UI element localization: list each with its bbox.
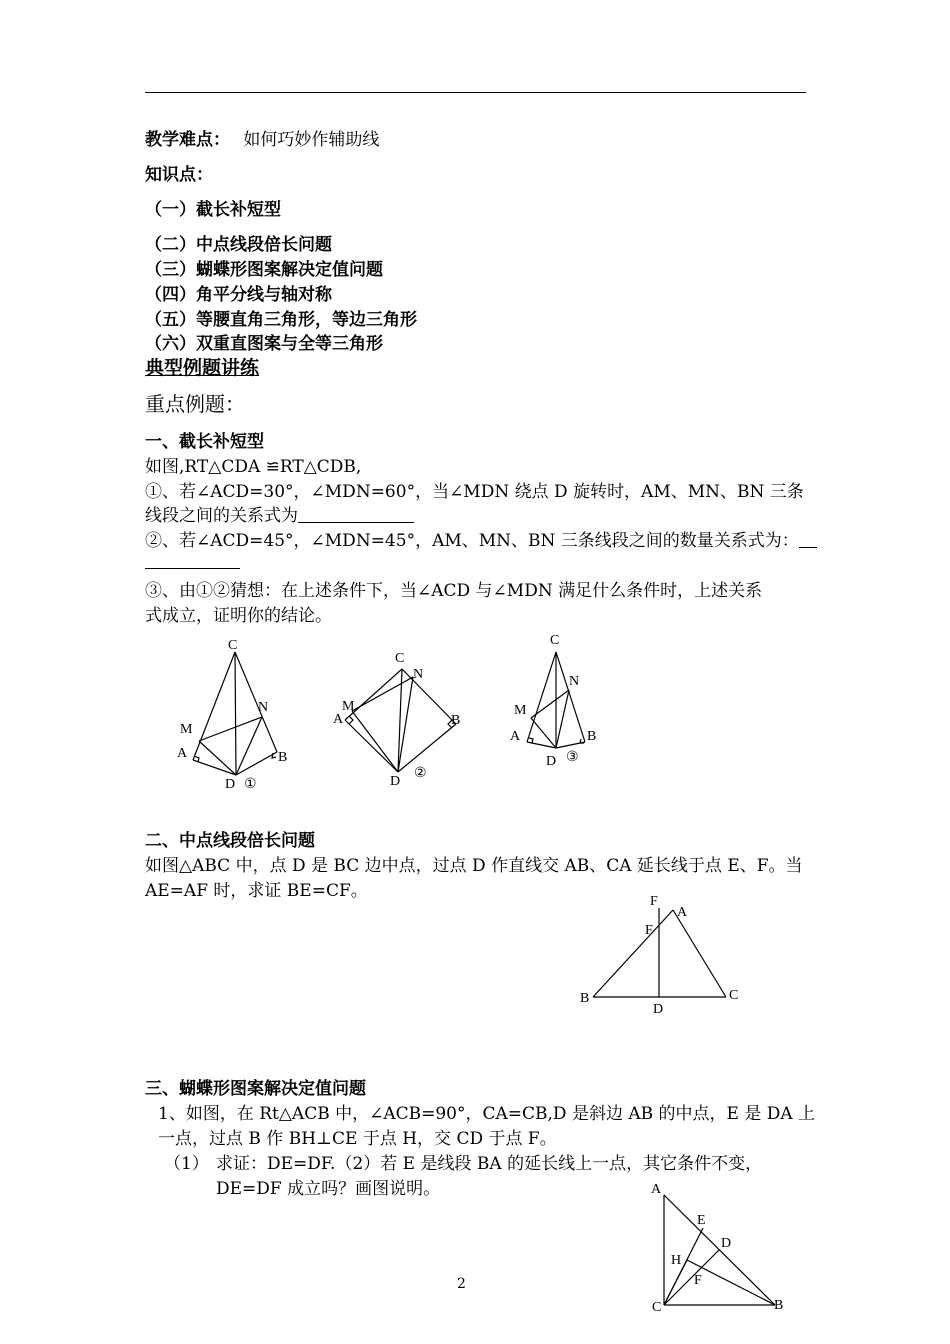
knowledge-point: （三）蝴蝶形图案解决定值问题 <box>145 260 383 280</box>
label-fig3-num: ③ <box>566 750 579 765</box>
label-fig4-A: A <box>677 905 688 920</box>
difficulty-text: 如何巧妙作辅助线 <box>243 130 380 150</box>
section3-p1-line2: 一点，过点 B 作 BH⊥CE 于点 H，交 CD 于点 F。 <box>158 1129 557 1149</box>
section2-title: 二、中点线段倍长问题 <box>145 831 315 851</box>
section1-q1-line2-text: 线段之间的关系式为 <box>145 506 298 526</box>
label-fig1-A: A <box>177 746 188 761</box>
section1-q2-line1 <box>145 526 817 551</box>
label-fig3-D: D <box>546 754 557 769</box>
examples-heading: 典型例题讲练 <box>145 357 260 379</box>
knowledge-point: （一）截长补短型 <box>145 200 281 220</box>
label-fig4-D: D <box>653 1002 664 1017</box>
figure-2 <box>345 669 456 772</box>
label-fig5-E: E <box>697 1213 706 1228</box>
label-fig4-C: C <box>729 988 739 1003</box>
label-fig3-C: C <box>550 633 560 648</box>
label-fig2-N: N <box>413 667 424 682</box>
knowledge-point: （六）双重直图案与全等三角形 <box>145 334 383 354</box>
section1-q1-line2 <box>145 501 414 526</box>
label-fig5-B: B <box>774 1298 784 1313</box>
label-fig1-M: M <box>180 722 193 737</box>
answer-blank[interactable] <box>799 531 817 548</box>
section3-p2-line2: DE=DF 成立吗？画图说明。 <box>216 1179 441 1199</box>
section1-q3-line1: ③、由①②猜想：在上述条件下，当∠ACD 与∠MDN 满足什么条件时，上述关系 <box>145 581 763 601</box>
label-fig5-D: D <box>721 1236 732 1251</box>
header-rule <box>145 92 806 93</box>
label-fig3-A: A <box>510 729 521 744</box>
section3-p2-num: （1） <box>164 1154 209 1174</box>
label-fig2-A: A <box>333 712 344 727</box>
label-fig2-M: M <box>342 699 355 714</box>
section2-line1: 如图△ABC 中，点 D 是 BC 边中点，过点 D 作直线交 AB、CA 延长线于点 E、F。当 <box>145 856 803 876</box>
section3-figure <box>645 1175 790 1320</box>
label-fig5-H: H <box>671 1253 682 1268</box>
label-fig4-B: B <box>580 991 590 1006</box>
label-fig5-F: F <box>694 1273 702 1288</box>
label-fig3-M: M <box>514 703 527 718</box>
label-fig4-F-top: F <box>650 894 658 909</box>
section1-q2-text: ②、若∠ACD=45°，∠MDN=45°，AM、MN、BN 三条线段之间的数量关系式为： <box>145 531 799 551</box>
label-fig1-N: N <box>258 700 269 715</box>
label-fig1-C: C <box>228 638 238 653</box>
label-fig5-A: A <box>651 1182 662 1197</box>
label-fig3-N: N <box>569 674 580 689</box>
page-number: 2 <box>457 1276 466 1292</box>
difficulty-label: 教学难点： <box>145 130 230 150</box>
difficulty-line <box>145 125 379 150</box>
section1-q1-line1: ①、若∠ACD=30°，∠MDN=60°，当∠MDN 绕点 D 旋转时，AM、MN、BN 三条 <box>145 482 804 502</box>
section2-figure <box>575 888 750 1018</box>
label-fig2-B: B <box>451 713 461 728</box>
knowledge-point: （五）等腰直角三角形，等边三角形 <box>145 310 417 330</box>
label-fig2-D: D <box>390 774 401 789</box>
label-fig1-B: B <box>278 750 288 765</box>
label-fig5-C: C <box>652 1300 662 1315</box>
section1-figures <box>170 630 630 800</box>
figure-3 <box>527 652 585 748</box>
knowledge-point: （二）中点线段倍长问题 <box>145 235 332 255</box>
section3-p1-line1: 1、如图，在 Rt△ACB 中，∠ACB=90°，CA=CB,D 是斜边 AB 的中点，E 是 DA 上 <box>158 1104 816 1124</box>
label-fig1-num: ① <box>244 777 257 792</box>
knowledge-point: （四）角平分线与轴对称 <box>145 285 332 305</box>
section1-title: 一、截长补短型 <box>145 432 264 452</box>
label-fig2-C: C <box>395 651 405 666</box>
label-fig2-num: ② <box>414 766 427 781</box>
knowledge-label: 知识点： <box>145 165 213 185</box>
section1-line1: 如图,RT△CDA ≌RT△CDB, <box>145 457 362 477</box>
label-fig1-D: D <box>225 777 236 792</box>
section1-q3-line2: 式成立，证明你的结论。 <box>145 606 332 626</box>
label-fig3-B: B <box>587 729 597 744</box>
answer-blank-continued[interactable] <box>145 568 240 569</box>
key-examples-label: 重点例题： <box>145 392 245 416</box>
section3-p2-line1: 求证：DE=DF.（2）若 E 是线段 BA 的延长线上一点，其它条件不变， <box>216 1154 763 1174</box>
section3-title: 三、蝴蝶形图案解决定值问题 <box>145 1079 366 1099</box>
answer-blank[interactable] <box>298 506 414 523</box>
section2-line2: AE=AF 时，求证 BE=CF。 <box>145 881 368 901</box>
label-fig4-F-mid: F <box>645 923 653 938</box>
